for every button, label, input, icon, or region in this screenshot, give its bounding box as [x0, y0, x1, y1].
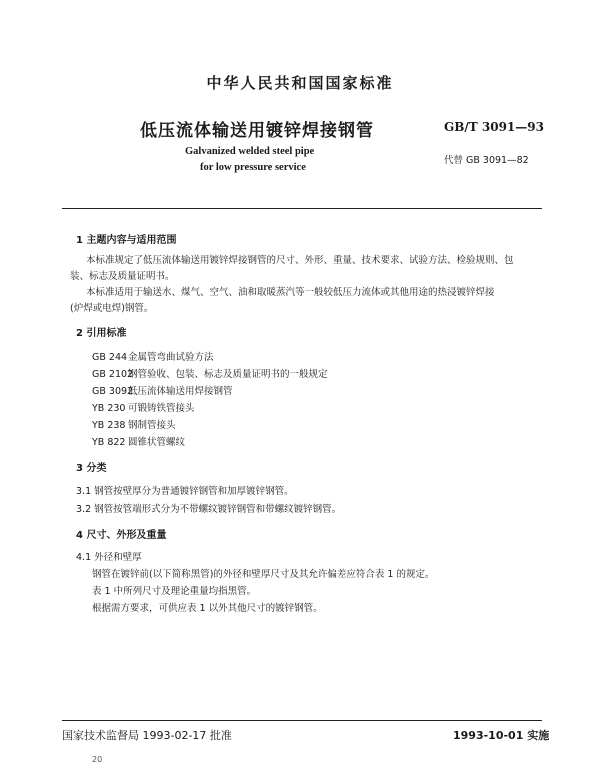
- clause-4-1-heading: 4.1 外径和壁厚: [76, 552, 142, 563]
- reference-code: YB 230: [92, 403, 126, 414]
- section-1-paragraph-2-line-2: (炉焊或电焊)钢管。: [70, 303, 154, 314]
- section-4-heading: 4 尺寸、外形及重量: [76, 530, 167, 541]
- approval-date: 国家技术监督局 1993-02-17 批准: [62, 729, 232, 742]
- clause-4-1-line-3: 根据需方要求，可供应表 1 以外其他尺寸的镀锌钢管。: [92, 603, 323, 614]
- standard-title: 低压流体输送用镀锌焊接钢管: [140, 121, 374, 141]
- english-title-line-2: for low pressure service: [200, 162, 306, 173]
- section-3-heading: 3 分类: [76, 463, 107, 474]
- english-title-line-1: Galvanized welded steel pipe: [185, 146, 315, 157]
- section-1-paragraph-1-line-1: 本标准规定了低压流体输送用镀锌焊接钢管的尺寸、外形、重量、技术要求、试验方法、检验规则、包: [86, 255, 514, 266]
- reference-title: 钢制管接头: [128, 420, 176, 431]
- reference-item: [92, 400, 195, 414]
- reference-title: 金属管弯曲试验方法: [128, 352, 214, 363]
- standard-code: GB/T 3091—93: [444, 120, 544, 134]
- replaces-note: 代替 GB 3091—82: [444, 155, 529, 166]
- clause-4-1-line-1: 钢管在镀锌前(以下简称黑管)的外径和壁厚尺寸及其允许偏差应符合表 1 的规定。: [92, 569, 435, 580]
- reference-title: 可锻铸铁管接头: [128, 403, 195, 414]
- reference-title: 低压流体输送用焊接钢管: [128, 386, 233, 397]
- page-number: 20: [92, 755, 103, 764]
- reference-item: [92, 366, 328, 380]
- section-1-paragraph-1-line-2: 装、标志及质量证明书。: [70, 271, 175, 282]
- effective-date: 1993-10-01 实施: [453, 729, 550, 742]
- reference-code: YB 822: [92, 437, 126, 448]
- reference-item: [92, 349, 214, 363]
- footer-divider: [62, 720, 542, 721]
- reference-item: [92, 434, 185, 448]
- reference-code: GB 3092: [92, 386, 134, 397]
- reference-code: GB 244: [92, 352, 128, 363]
- reference-item: [92, 417, 176, 431]
- reference-title: 钢管验收、包装、标志及质量证明书的一般规定: [128, 369, 328, 380]
- clause-3-1: 3.1 钢管按壁厚分为普通镀锌钢管和加厚镀锌钢管。: [76, 486, 294, 497]
- section-2-heading: 2 引用标准: [76, 328, 127, 339]
- section-1-heading: 1 主题内容与适用范围: [76, 235, 177, 246]
- section-1-paragraph-2-line-1: 本标准适用于输送水、煤气、空气、油和取暖蒸汽等一般较低压力流体或其他用途的热浸镀锌焊接: [86, 287, 495, 298]
- reference-code: YB 238: [92, 420, 126, 431]
- national-standard-heading: 中华人民共和国国家标准: [206, 74, 394, 92]
- header-divider: [62, 208, 542, 209]
- reference-item: [92, 383, 233, 397]
- reference-title: 圆锥状管螺纹: [128, 437, 186, 448]
- clause-4-1-line-2: 表 1 中所列尺寸及理论重量均指黑管。: [92, 586, 257, 597]
- clause-3-2: 3.2 钢管按管端形式分为不带螺纹镀锌钢管和带螺纹镀锌钢管。: [76, 504, 342, 515]
- reference-code: GB 2102: [92, 369, 134, 380]
